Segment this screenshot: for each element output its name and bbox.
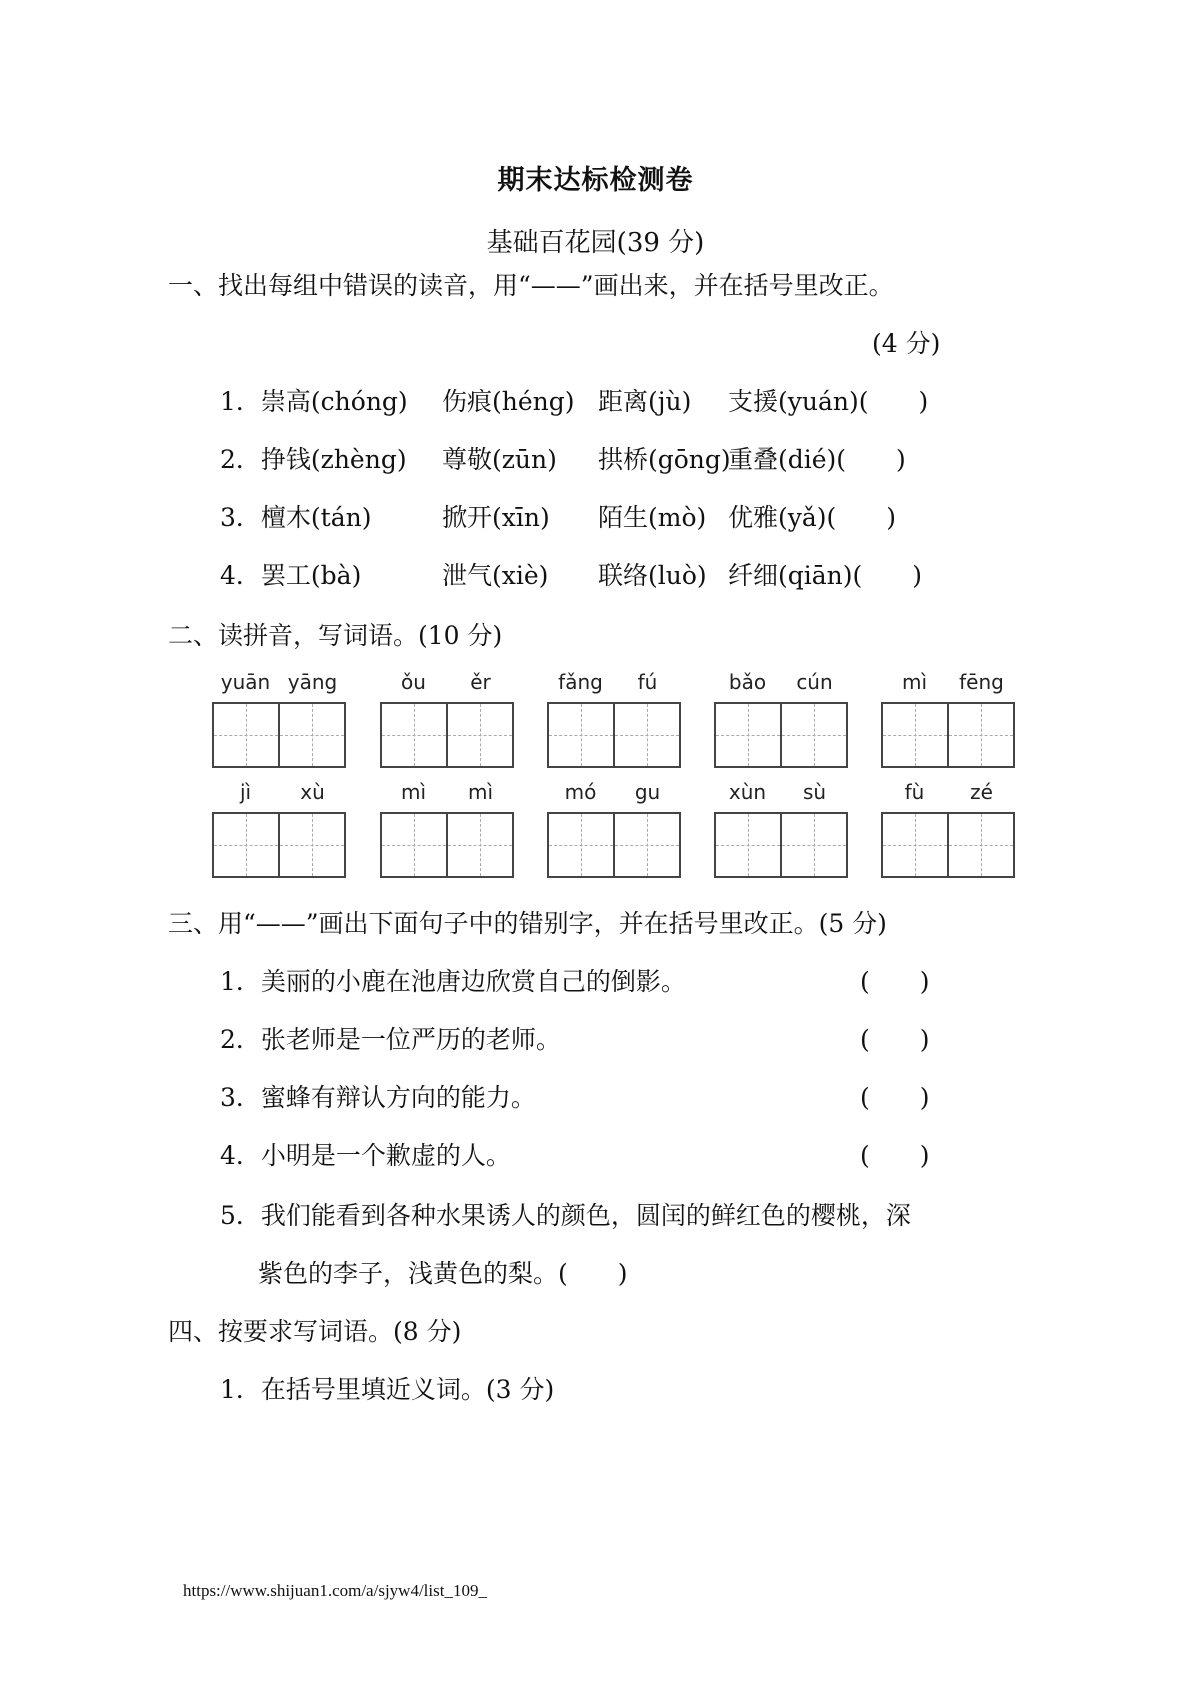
q3-item: 1．美丽的小鹿在池唐边欣赏自己的倒影。 — [220, 967, 686, 996]
tianzige-boxes[interactable] — [714, 812, 848, 878]
writing-grid[interactable] — [380, 670, 514, 742]
q1-word: 1．崇高(chóng) — [220, 387, 408, 416]
tianzige-boxes[interactable] — [212, 812, 346, 878]
tianzige-cell[interactable] — [278, 704, 344, 766]
q3-item: 3．蜜蜂有辩认方向的能力。 — [220, 1083, 536, 1112]
answer-parentheses[interactable]: ( ) — [860, 1083, 930, 1112]
tianzige-cell[interactable] — [883, 704, 947, 766]
page-title: 期末达标检测卷 — [497, 165, 694, 196]
tianzige-cell[interactable] — [716, 814, 780, 876]
q1-word: 陌生(mò) — [598, 503, 707, 532]
pinyin-label: gu — [634, 780, 661, 804]
pinyin-label: ǒu — [401, 670, 426, 694]
tianzige-cell[interactable] — [549, 814, 613, 876]
tianzige-cell[interactable] — [780, 814, 846, 876]
writing-grid[interactable] — [881, 780, 1015, 852]
writing-grid[interactable] — [714, 780, 848, 852]
q1-word: 3．檀木(tán) — [220, 503, 372, 532]
tianzige-boxes[interactable] — [212, 702, 346, 768]
q3-heading: 三、用“——”画出下面句子中的错别字，并在括号里改正。(5 分) — [168, 909, 887, 938]
q1-heading: 一、找出每组中错误的读音，用“——”画出来，并在括号里改正。 — [168, 271, 894, 300]
tianzige-cell[interactable] — [780, 704, 846, 766]
tianzige-cell[interactable] — [716, 704, 780, 766]
answer-parentheses[interactable]: ( ) — [860, 967, 930, 996]
tianzige-cell[interactable] — [382, 814, 446, 876]
footer-url: https://www.shijuan1.com/a/sjyw4/list_109_ — [183, 1581, 487, 1600]
tianzige-cell[interactable] — [446, 704, 512, 766]
q3-item: 4．小明是一个歉虚的人。 — [220, 1141, 511, 1170]
pinyin-label: sù — [802, 780, 827, 804]
tianzige-cell[interactable] — [947, 814, 1013, 876]
q1-word: 联络(luò) — [598, 561, 707, 590]
tianzige-cell[interactable] — [549, 704, 613, 766]
q1-word: 支援(yuán)( ) — [728, 387, 929, 416]
writing-grid[interactable] — [547, 670, 681, 742]
tianzige-cell[interactable] — [613, 704, 679, 766]
answer-parentheses[interactable]: ( ) — [860, 1141, 930, 1170]
q1-word: 伤痕(héng) — [442, 387, 575, 416]
pinyin-label: mì — [467, 780, 494, 804]
pinyin-label: cún — [796, 670, 833, 694]
writing-grid[interactable] — [547, 780, 681, 852]
pinyin-label: yāng — [287, 670, 338, 694]
tianzige-cell[interactable] — [446, 814, 512, 876]
answer-parentheses[interactable]: ( ) — [860, 1025, 930, 1054]
pinyin-label: fǎng — [558, 670, 603, 694]
pinyin-label: mì — [400, 780, 427, 804]
q4-sub1: 1．在括号里填近义词。(3 分) — [220, 1375, 555, 1404]
pinyin-label: ěr — [470, 670, 491, 694]
writing-grid[interactable] — [714, 670, 848, 742]
tianzige-boxes[interactable] — [380, 812, 514, 878]
pinyin-label: bǎo — [728, 670, 767, 694]
tianzige-boxes[interactable] — [547, 812, 681, 878]
q1-word: 泄气(xiè) — [442, 561, 549, 590]
writing-grid[interactable] — [881, 670, 1015, 742]
tianzige-boxes[interactable] — [714, 702, 848, 768]
q1-word: 4．罢工(bà) — [220, 561, 362, 590]
tianzige-cell[interactable] — [947, 704, 1013, 766]
tianzige-cell[interactable] — [883, 814, 947, 876]
q1-word: 纤细(qiān)( ) — [728, 561, 923, 590]
q1-word: 重叠(dié)( ) — [728, 445, 906, 474]
q1-word: 优雅(yǎ)( ) — [728, 503, 897, 532]
pinyin-label: jì — [239, 780, 252, 804]
q3-item5-continuation: 紫色的李子，浅黄色的梨。( ) — [258, 1259, 628, 1288]
pinyin-label: xùn — [728, 780, 767, 804]
tianzige-cell[interactable] — [278, 814, 344, 876]
q2-heading: 二、读拼音，写词语。(10 分) — [168, 621, 503, 650]
q3-item: 5．我们能看到各种水果诱人的颜色，圆闰的鲜红色的樱桃，深 — [220, 1201, 911, 1230]
tianzige-boxes[interactable] — [881, 812, 1015, 878]
writing-grid[interactable] — [212, 670, 346, 742]
pinyin-label: mì — [901, 670, 928, 694]
q3-item: 2．张老师是一位严历的老师。 — [220, 1025, 561, 1054]
q1-word: 尊敬(zūn) — [442, 445, 557, 474]
q1-word: 距离(jù) — [598, 387, 692, 416]
tianzige-cell[interactable] — [382, 704, 446, 766]
tianzige-cell[interactable] — [214, 704, 278, 766]
writing-grid[interactable] — [212, 780, 346, 852]
pinyin-label: fú — [637, 670, 658, 694]
tianzige-boxes[interactable] — [881, 702, 1015, 768]
tianzige-cell[interactable] — [613, 814, 679, 876]
pinyin-label: yuān — [220, 670, 271, 694]
pinyin-label: xù — [300, 780, 325, 804]
q1-word: 掀开(xīn) — [442, 503, 550, 532]
q1-score: (4 分) — [872, 329, 941, 358]
tianzige-cell[interactable] — [214, 814, 278, 876]
q1-word: 拱桥(gōng) — [598, 445, 731, 474]
pinyin-label: fù — [904, 780, 925, 804]
tianzige-boxes[interactable] — [547, 702, 681, 768]
pinyin-label: fēng — [959, 670, 1004, 694]
pinyin-label: mó — [564, 780, 597, 804]
section-subtitle: 基础百花园(39 分) — [486, 228, 705, 258]
tianzige-boxes[interactable] — [380, 702, 514, 768]
q1-word: 2．挣钱(zhèng) — [220, 445, 407, 474]
q4-heading: 四、按要求写词语。(8 分) — [168, 1317, 462, 1346]
writing-grid[interactable] — [380, 780, 514, 852]
pinyin-label: zé — [970, 780, 993, 804]
